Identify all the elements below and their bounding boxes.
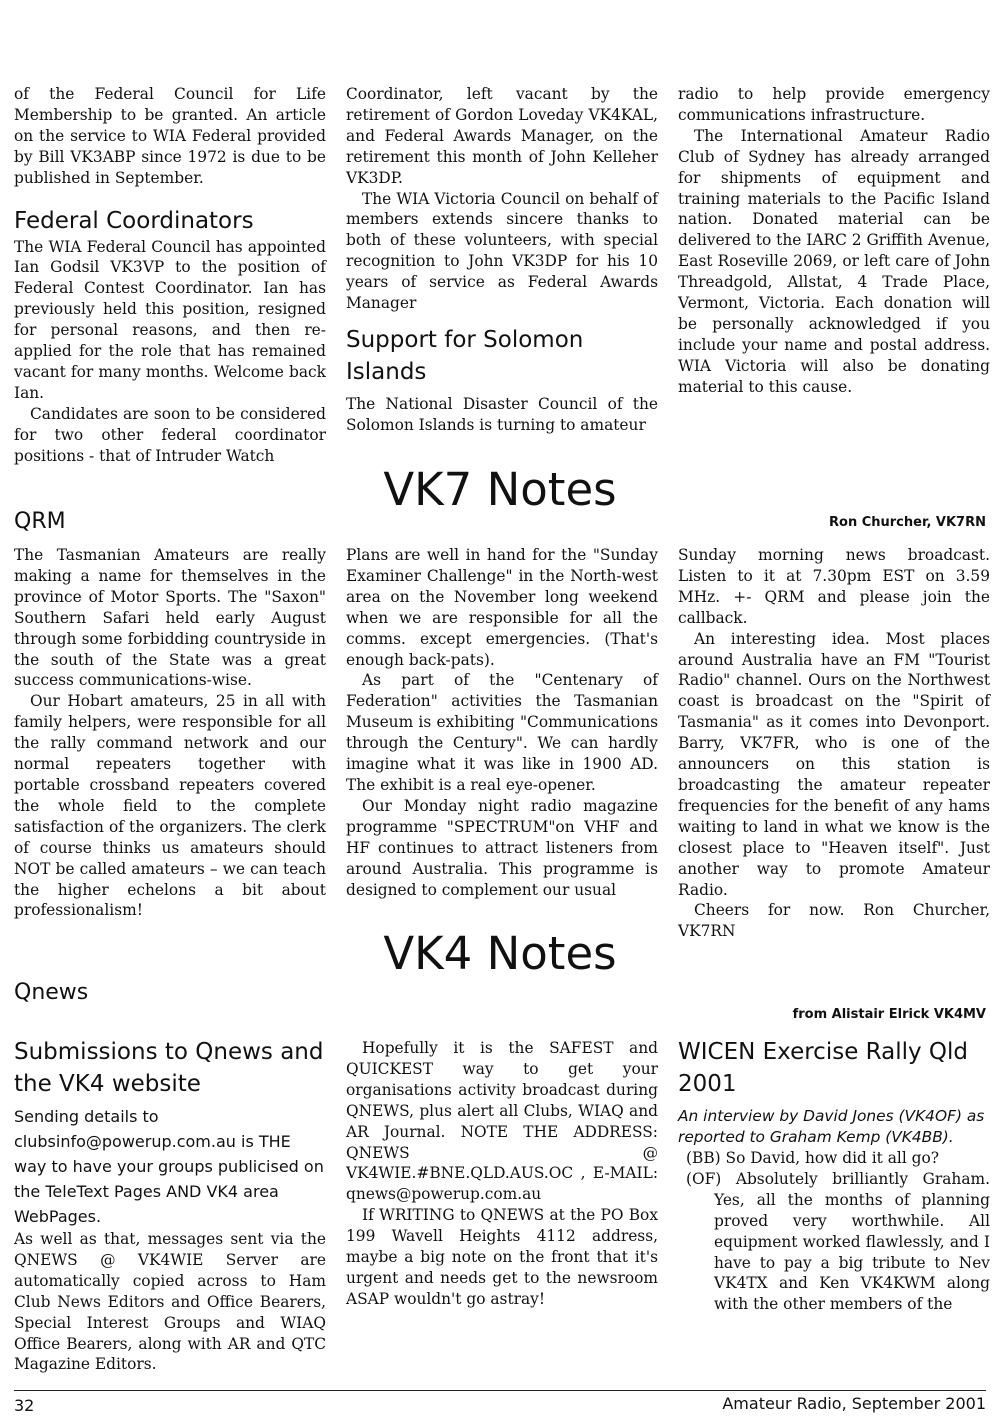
vk4-title: VK4 Notes	[383, 927, 617, 980]
section-heading: Support for Solomon Islands	[346, 326, 584, 385]
section-heading: Submissions to Qnews and the VK4 website	[14, 1039, 324, 1097]
vk4-column-3	[678, 1036, 990, 1315]
body-paragraph: Our Hobart amateurs, 25 in all with family helpers, were responsible for all the rally command network and our normal repeaters together with portable crossband repeaters covered the whole field to the complete satisfaction of the organizers. The clerk of course thinks us amateurs should NOT be called amateurs – we can teach the higher echelons a bit about professionalism!	[14, 692, 326, 920]
interview-intro: An interview by David Jones (VK4OF) as reported to Graham Kemp (VK4BB).	[678, 1107, 985, 1146]
footer-rule	[14, 1390, 986, 1391]
section-heading: Federal Coordinators	[14, 207, 254, 234]
top-column-1	[14, 84, 326, 467]
vk7-column-3	[678, 545, 990, 942]
body-paragraph: Candidates are soon to be considered for two other federal coordinator positions - that of Intruder Watch	[14, 404, 326, 465]
body-paragraph: The Tasmanian Amateurs are really making a name for themselves in the province of Motor Sports. The "Saxon" Southern Safari held early August through some forbidding countryside in the south of the State was a great success communications-wise.	[14, 546, 326, 690]
body-paragraph: Sunday morning news broadcast. Listen to it at 7.30pm EST on 3.59 MHz. +- QRM and please join the callback.	[678, 546, 990, 627]
top-column-3	[678, 84, 990, 398]
body-paragraph: As part of the "Centenary of Federation" activities the Tasmanian Museum is exhibiting "Communications through the Century". We can hardly imagine what it was like in 1900 AD. The exhibit is a real eye-opener.	[346, 671, 658, 794]
vk4-column-1	[14, 1036, 326, 1375]
body-paragraph: Plans are well in hand for the "Sunday Examiner Challenge" in the North-west area on the November long weekend when we are responsible for all the comms. except emergencies. (That's enough back-pats).	[346, 546, 658, 669]
page-number: 32	[14, 1396, 35, 1415]
body-paragraph: Our Monday night radio magazine programme "SPECTRUM"on VHF and HF continues to attract listeners from around Australia. This programme is designed to complement our usual	[346, 796, 658, 899]
top-column-2	[346, 84, 658, 436]
publication-credit: Amateur Radio, September 2001	[722, 1394, 986, 1413]
body-paragraph: of the Federal Council for Life Membership to be granted. An article on the service to WIA Federal provided by Bill VK3ABP since 1972 is due to be published in September.	[14, 85, 326, 187]
body-paragraph: The National Disaster Council of the Solomon Islands is turning to amateur	[346, 394, 658, 434]
vk7-title: VK7 Notes	[383, 463, 617, 516]
body-paragraph: Hopefully it is the SAFEST and QUICKEST way to get your organisations activity broadcast during QNEWS, plus alert all Clubs, WIAQ and AR Journal. NOTE THE ADDRESS: QNEWS @ VK4WIE.#BNE.QLD.AUS.OC , E-MAIL: qnews@powerup.com.au	[346, 1039, 658, 1204]
vk7-section-label: QRM	[14, 509, 66, 534]
dialogue-line: (BB) So David, how did it all go?	[686, 1149, 940, 1167]
lead-paragraph: Sending details to clubsinfo@powerup.com.au is THE way to have your groups publicised on the TeleText Pages AND VK4 area WebPages.	[14, 1107, 324, 1226]
body-paragraph: As well as that, messages sent via the QNEWS @ VK4WIE Server are automatically copied across to Ham Club News Editors and Office Bearers, Special Interest Groups and WIAQ Office Bearers, along with AR and QTC Magazine Editors.	[14, 1230, 326, 1374]
vk4-byline: from Alistair Elrick VK4MV	[792, 1007, 986, 1022]
body-paragraph: The International Amateur Radio Club of Sydney has already arranged for shipments of equipment and training materials to the Pacific Island nation. Donated material can be delivered to the IARC 2 Griffith Avenue, East Roseville 2069, or left care of John Threadgold, Allstat, 4 Trade Place, Vermont, Victoria. Each donation will be personally acknowledged if you include your name and postal address. WIA Victoria will also be donating material to this cause.	[678, 126, 990, 396]
sign-off: Cheers for now. Ron Churcher, VK7RN	[678, 901, 990, 941]
vk4-section-label: Qnews	[14, 980, 89, 1005]
body-paragraph: If WRITING to QNEWS at the PO Box 199 Wavell Heights 4112 address, maybe a big note on the front that it's urgent and needs get to the newsroom ASAP wouldn't go astray!	[346, 1206, 658, 1308]
vk7-column-1	[14, 545, 326, 921]
body-paragraph: The WIA Federal Council has appointed Ian Godsil VK3VP to the position of Federal Contest Coordinator. Ian has previously held this position, resigned for personal reasons, and then re-applied for the role that has remained vacant for many months. Welcome back Ian.	[14, 237, 326, 402]
section-heading: WICEN Exercise Rally Qld 2001	[678, 1039, 969, 1097]
vk4-column-2	[346, 1038, 658, 1310]
vk7-byline: Ron Churcher, VK7RN	[829, 515, 986, 530]
body-paragraph: The WIA Victoria Council on behalf of members extends sincere thanks to both of these volunteers, with special recognition to John VK3DP for his 10 years of service as Federal Awards Manager	[346, 189, 658, 313]
body-paragraph: Coordinator, left vacant by the retirement of Gordon Loveday VK4KAL, and Federal Awards Manager, on the retirement this month of John Kelleher VK3DP.	[346, 85, 658, 187]
vk7-column-2	[346, 545, 658, 900]
dialogue-line: (OF) Absolutely brilliantly Graham. Yes, all the months of planning proved very worthwhile. All equipment worked flawlessly, and I have to pay a big tribute to Nev VK4TX and Ken VK4KWM along with the other members of the	[686, 1169, 990, 1314]
body-paragraph: An interesting idea. Most places around Australia have an FM "Tourist Radio" channel. Ours on the Northwest coast is broadcast on the "Spirit of Tasmania" as it comes into Devonport. Barry, VK7FR, who is one of the announcers on this station is broadcasting the amateur repeater frequencies for the benefit of any hams waiting to land in what we know is the closest place to "Heaven itself". Just another way to promote Amateur Radio.	[678, 629, 990, 899]
body-paragraph: radio to help provide emergency communications infrastructure.	[678, 85, 990, 124]
